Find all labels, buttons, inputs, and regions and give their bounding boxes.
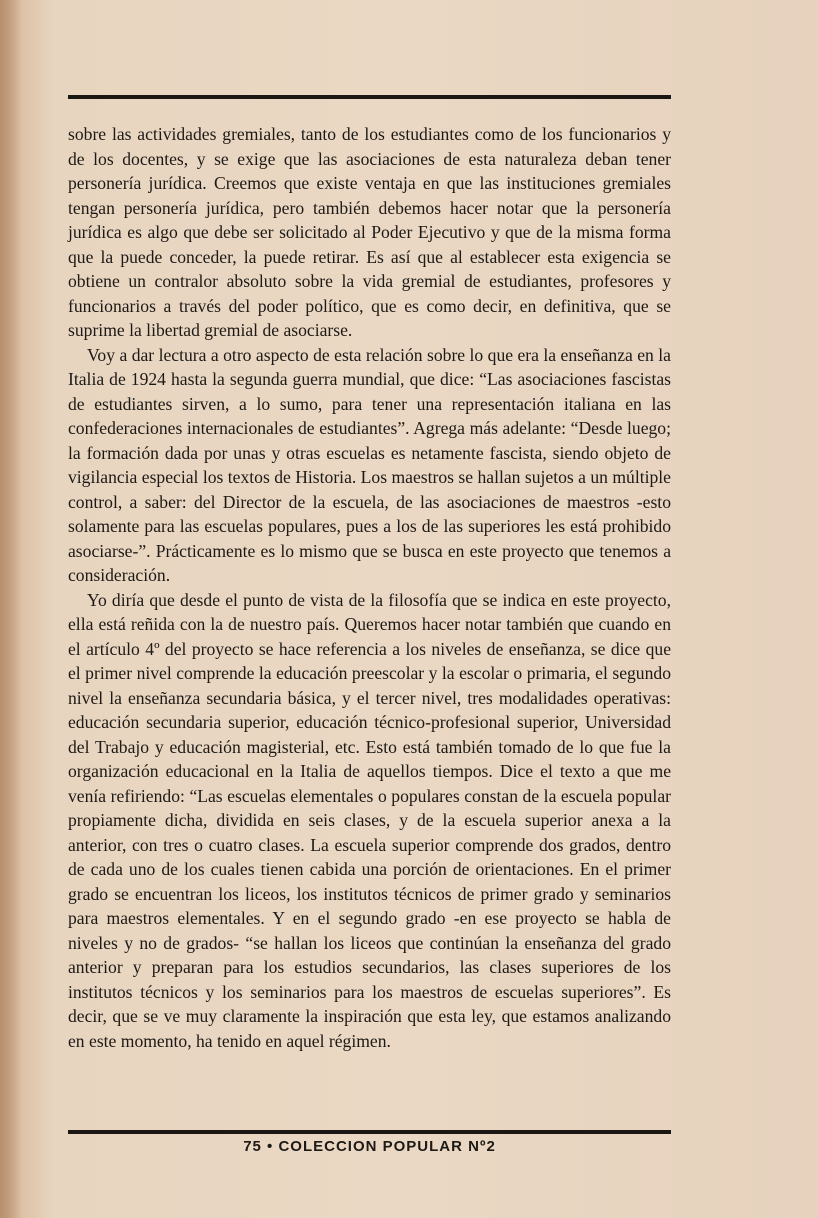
paragraph: Yo diría que desde el punto de vista de la filosofía que se indica en este proyecto, ella está reñida con la de nuestro país. Queremos hacer notar también que cuando en el artículo 4º del proyecto se hace referencia a los niveles de enseñanza, se dice que el primer nivel comprende la educación preescolar y la escolar o primaria, el segundo nivel la enseñanza secundaria básica, y el tercer nivel, tres modalidades operativas: educación secundaria superior, educación técnico-profesional superior, Universidad del Trabajo y educación magisterial, etc. Esto está también tomado de lo que fue la organización educacional en la Italia de aquellos tiempos. Dice el texto a que me venía refiriendo: “Las escuelas elementales o populares constan de la escuela popular propiamente dicha, dividida en seis clases, y de la escuela superior anexa a la anterior, con tres o cuatro clases. La escuela superior comprende dos grados, dentro de cada uno de los cuales tienen cabida una porción de orientaciones. En el primer grado se encuentran los liceos, los institutos técnicos de primer grado y seminarios para maestros elementales. Y en el segundo grado -en ese proyecto se habla de niveles y no de grados- “se hallan los liceos que continúan la enseñanza del grado anterior y preparan para los estudios secundarios, las clases superiores de los institutos técnicos y los seminarios para los maestros de escuelas superiores”. Es decir, que se ve muy claramente la inspiración que esta ley, que estamos analizando en este momento, ha tenido en aquel régimen.	[68, 589, 671, 1051]
page-footer: 75 • COLECCION POPULAR Nº2	[243, 1138, 496, 1155]
top-rule	[68, 95, 671, 99]
body-text	[68, 122, 671, 1053]
paragraph: Voy a dar lectura a otro aspecto de esta relación sobre lo que era la enseñanza en la Italia de 1924 hasta la segunda guerra mundial, que dice: “Las asociaciones fascistas de estudiantes sirven, a lo sumo, para tener una representación italiana en las confederaciones internacionales de estudiantes”. Agrega más adelante: “Desde luego; la formación dada por unas y otras escuelas es netamente fascista, siendo objeto de vigilancia especial los textos de Historia. Los maestros se hallan sujetos a un múltiple control, a saber: del Director de la escuela, de las asociaciones de maestros -esto solamente para las escuelas populares, pues a los de las superiores les está prohibido asociarse-”. Prácticamente es lo mismo que se busca en este proyecto que tenemos a consideración.	[68, 344, 671, 585]
page-binding-shadow	[0, 0, 22, 1218]
paragraph: sobre las actividades gremiales, tanto de los estudiantes como de los funcionarios y de los docentes, y se exige que las asociaciones de esta naturaleza deban tener personería jurídica. Creemos que existe ventaja en que las instituciones gremiales tengan personería jurídica, pero también debemos hacer notar que la personería jurídica es algo que debe ser solicitado al Poder Ejecutivo y que de la misma forma que la puede conceder, la puede retirar. Es así que al establecer esta exigencia se obtiene un contralor absoluto sobre la vida gremial de estudiantes, profesores y funcionarios a través del poder político, que es como decir, en definitiva, que se suprime la libertad gremial de asociarse.	[68, 124, 671, 340]
bottom-rule	[68, 1130, 671, 1134]
